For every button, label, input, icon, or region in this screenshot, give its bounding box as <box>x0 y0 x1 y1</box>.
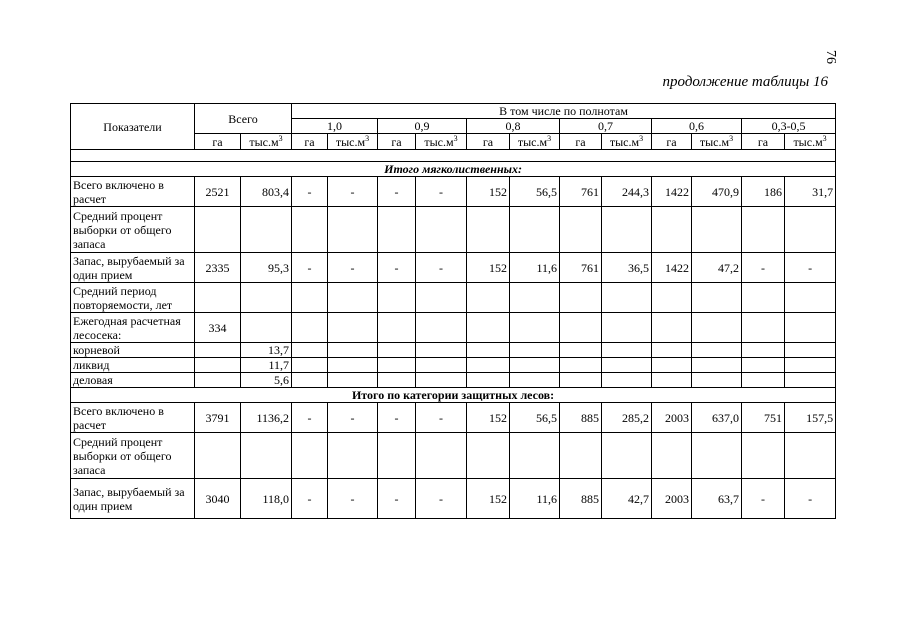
cell-value: - <box>416 403 467 433</box>
unit-m3: $тыс.м^3$ <box>602 134 652 150</box>
table-row <box>71 283 836 313</box>
unit-m3: $тыс.м^3$ <box>241 134 292 150</box>
unit-ha: га <box>652 134 692 150</box>
cell-value: 334 <box>195 313 241 343</box>
cell-value <box>652 358 692 373</box>
row-label: Всего включено в расчет <box>71 177 195 207</box>
table-row <box>71 207 836 253</box>
cell-value <box>292 283 328 313</box>
cell-value <box>602 433 652 479</box>
cell-value <box>692 207 742 253</box>
cell-value <box>652 313 692 343</box>
cell-value <box>195 358 241 373</box>
cell-value <box>652 343 692 358</box>
density-header: 0,3-0,5 <box>742 119 836 134</box>
cell-value: 2335 <box>195 253 241 283</box>
cell-value <box>692 343 742 358</box>
cell-value <box>467 283 510 313</box>
cell-value <box>602 358 652 373</box>
cell-value <box>378 207 416 253</box>
cell-value <box>560 313 602 343</box>
cell-value <box>602 373 652 388</box>
header-indicators: Показатели <box>71 104 195 150</box>
cell-value <box>292 313 328 343</box>
cell-value <box>652 373 692 388</box>
row-label: ликвид <box>71 358 195 373</box>
cell-value: 285,2 <box>602 403 652 433</box>
cell-value: 5,6 <box>241 373 292 388</box>
cell-value <box>467 207 510 253</box>
cell-value: - <box>328 177 378 207</box>
cell-value <box>416 313 467 343</box>
cell-value <box>378 283 416 313</box>
row-label: Запас, вырубаемый за один прием <box>71 479 195 519</box>
cell-value <box>292 433 328 479</box>
row-label: Средний процент выборки от общего запаса <box>71 207 195 253</box>
cell-value <box>241 313 292 343</box>
cell-value: - <box>292 479 328 519</box>
unit-m3: $тыс.м^3$ <box>510 134 560 150</box>
cell-value <box>467 313 510 343</box>
cell-value <box>510 207 560 253</box>
row-label: Ежегодная расчетная лесосека: <box>71 313 195 343</box>
cell-value <box>785 207 836 253</box>
cell-value: 11,6 <box>510 479 560 519</box>
cell-value: - <box>292 253 328 283</box>
cell-value <box>560 283 602 313</box>
table-row <box>71 253 836 283</box>
cell-value: 761 <box>560 253 602 283</box>
cell-value: 152 <box>467 253 510 283</box>
unit-ha: га <box>292 134 328 150</box>
cell-value <box>292 358 328 373</box>
cell-value: - <box>328 253 378 283</box>
cell-value <box>785 283 836 313</box>
cell-value <box>785 358 836 373</box>
density-header: 0,7 <box>560 119 652 134</box>
cell-value: 56,5 <box>510 403 560 433</box>
unit-ha: га <box>378 134 416 150</box>
cell-value <box>560 358 602 373</box>
cell-value: 751 <box>742 403 785 433</box>
cell-value <box>328 283 378 313</box>
table-row <box>71 479 836 519</box>
spacer-row <box>71 150 836 162</box>
cell-value <box>602 313 652 343</box>
cell-value <box>416 343 467 358</box>
cell-value <box>692 358 742 373</box>
density-header: 0,9 <box>378 119 467 134</box>
cell-value: 2521 <box>195 177 241 207</box>
cell-value <box>602 283 652 313</box>
cell-value <box>560 207 602 253</box>
cell-value: 1422 <box>652 253 692 283</box>
cell-value <box>692 283 742 313</box>
cell-value: 13,7 <box>241 343 292 358</box>
unit-m3: $тыс.м^3$ <box>328 134 378 150</box>
table-row <box>71 373 836 388</box>
cell-value: - <box>292 177 328 207</box>
cell-value: 186 <box>742 177 785 207</box>
cell-value <box>416 373 467 388</box>
cell-value: 152 <box>467 479 510 519</box>
cell-value: - <box>785 479 836 519</box>
table-row <box>71 177 836 207</box>
cell-value: 2003 <box>652 403 692 433</box>
header-by-density: В том числе по полнотам <box>292 104 836 119</box>
cell-value <box>195 207 241 253</box>
page-number: 76 <box>823 50 838 64</box>
cell-value <box>742 313 785 343</box>
cell-value <box>785 313 836 343</box>
cell-value <box>292 207 328 253</box>
cell-value <box>195 373 241 388</box>
cell-value <box>742 358 785 373</box>
row-label: Запас, вырубаемый за один прием <box>71 253 195 283</box>
row-label: Средний процент выборки от общего запаса <box>71 433 195 479</box>
cell-value: 470,9 <box>692 177 742 207</box>
cell-value <box>742 283 785 313</box>
cell-value: - <box>742 479 785 519</box>
cell-value: 56,5 <box>510 177 560 207</box>
cell-value <box>328 373 378 388</box>
unit-m3: $тыс.м^3$ <box>785 134 836 150</box>
cell-value: - <box>416 253 467 283</box>
cell-value: - <box>378 177 416 207</box>
cell-value <box>195 283 241 313</box>
cell-value <box>241 283 292 313</box>
cell-value: 1136,2 <box>241 403 292 433</box>
cell-value <box>510 358 560 373</box>
cell-value: 152 <box>467 177 510 207</box>
cell-value <box>292 343 328 358</box>
cell-value: - <box>742 253 785 283</box>
cell-value: 36,5 <box>602 253 652 283</box>
cell-value <box>241 433 292 479</box>
cell-value: 11,7 <box>241 358 292 373</box>
cell-value: 3791 <box>195 403 241 433</box>
cell-value: 31,7 <box>785 177 836 207</box>
cell-value <box>467 343 510 358</box>
cell-value <box>560 343 602 358</box>
cell-value <box>602 207 652 253</box>
cell-value <box>416 358 467 373</box>
cell-value <box>510 313 560 343</box>
forest-table <box>70 103 836 519</box>
cell-value <box>328 433 378 479</box>
cell-value <box>652 283 692 313</box>
cell-value <box>328 343 378 358</box>
cell-value <box>416 207 467 253</box>
cell-value: - <box>328 479 378 519</box>
cell-value <box>742 373 785 388</box>
cell-value <box>195 433 241 479</box>
cell-value <box>510 373 560 388</box>
density-header: 0,6 <box>652 119 742 134</box>
cell-value <box>467 373 510 388</box>
cell-value: 47,2 <box>692 253 742 283</box>
cell-value <box>692 313 742 343</box>
unit-ha: га <box>560 134 602 150</box>
cell-value <box>416 283 467 313</box>
cell-value: - <box>292 403 328 433</box>
cell-value: - <box>378 253 416 283</box>
cell-value <box>560 373 602 388</box>
cell-value <box>785 433 836 479</box>
cell-value: 885 <box>560 479 602 519</box>
cell-value: 637,0 <box>692 403 742 433</box>
row-label: корневой <box>71 343 195 358</box>
cell-value <box>328 358 378 373</box>
cell-value <box>467 433 510 479</box>
cell-value <box>292 373 328 388</box>
cell-value <box>652 207 692 253</box>
cell-value <box>467 358 510 373</box>
unit-m3: $тыс.м^3$ <box>692 134 742 150</box>
cell-value <box>692 433 742 479</box>
unit-m3: $тыс.м^3$ <box>416 134 467 150</box>
header-total: Всего <box>195 104 292 134</box>
table-row <box>71 358 836 373</box>
density-header: 1,0 <box>292 119 378 134</box>
cell-value <box>378 358 416 373</box>
cell-value <box>785 343 836 358</box>
cell-value <box>510 433 560 479</box>
cell-value: - <box>378 403 416 433</box>
cell-value <box>785 373 836 388</box>
cell-value: 761 <box>560 177 602 207</box>
cell-value: 63,7 <box>692 479 742 519</box>
cell-value <box>378 373 416 388</box>
cell-value: 118,0 <box>241 479 292 519</box>
table-row <box>71 343 836 358</box>
section-title: Итого мягколиственных: <box>71 162 836 177</box>
unit-ha: га <box>742 134 785 150</box>
cell-value <box>742 343 785 358</box>
cell-value: 1422 <box>652 177 692 207</box>
cell-value <box>195 343 241 358</box>
row-label: Средний период повторяемости, лет <box>71 283 195 313</box>
cell-value: - <box>378 479 416 519</box>
unit-ha: га <box>467 134 510 150</box>
row-label: Всего включено в расчет <box>71 403 195 433</box>
cell-value <box>378 313 416 343</box>
cell-value <box>328 207 378 253</box>
cell-value <box>652 433 692 479</box>
cell-value <box>692 373 742 388</box>
cell-value: 157,5 <box>785 403 836 433</box>
cell-value: 244,3 <box>602 177 652 207</box>
row-label: деловая <box>71 373 195 388</box>
cell-value: 11,6 <box>510 253 560 283</box>
cell-value: 3040 <box>195 479 241 519</box>
cell-value: - <box>416 177 467 207</box>
cell-value <box>742 207 785 253</box>
table-caption: продолжение таблицы 16 <box>662 74 828 90</box>
cell-value: 42,7 <box>602 479 652 519</box>
cell-value <box>602 343 652 358</box>
cell-value <box>742 433 785 479</box>
density-header: 0,8 <box>467 119 560 134</box>
cell-value <box>328 313 378 343</box>
cell-value <box>416 433 467 479</box>
section-title: Итого по категории защитных лесов: <box>71 388 836 403</box>
table-row <box>71 433 836 479</box>
cell-value: 95,3 <box>241 253 292 283</box>
unit-ha: га <box>195 134 241 150</box>
cell-value <box>510 343 560 358</box>
cell-value: 152 <box>467 403 510 433</box>
cell-value: 885 <box>560 403 602 433</box>
cell-value: - <box>785 253 836 283</box>
table-row <box>71 403 836 433</box>
cell-value <box>378 343 416 358</box>
cell-value: - <box>328 403 378 433</box>
cell-value <box>560 433 602 479</box>
cell-value <box>378 433 416 479</box>
cell-value <box>241 207 292 253</box>
cell-value: - <box>416 479 467 519</box>
table-row <box>71 313 836 343</box>
cell-value: 803,4 <box>241 177 292 207</box>
cell-value <box>510 283 560 313</box>
cell-value: 2003 <box>652 479 692 519</box>
